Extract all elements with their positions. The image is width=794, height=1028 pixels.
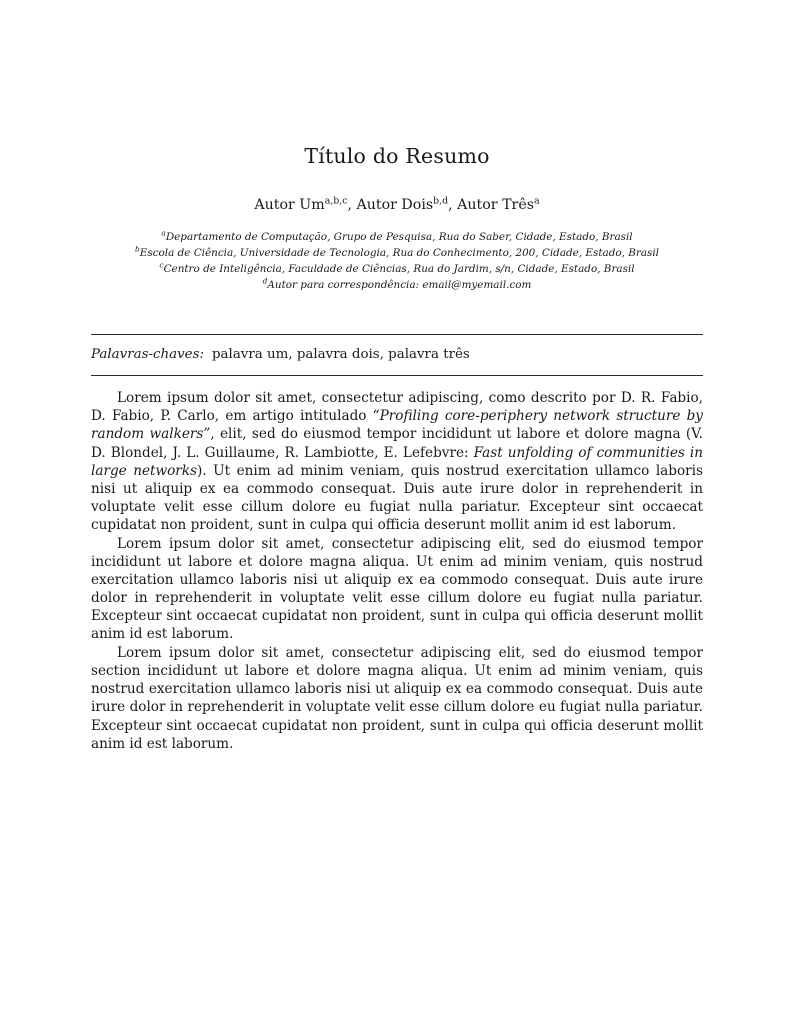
paragraph-text: ). Ut enim ad minim veniam, quis nostrud exercitation ullamco laboris nisi ut aliquip ex ea commodo consequat. Duis aute irure dolor in reprehenderit in voluptate velit esse cillum dolore eu fugiat nulla pariatur. Excepteur sint occaecat cupidatat non proident, sunt in culpa qui officia deserunt mollit anim id est laborum.: [91, 462, 703, 534]
author-affiliation-marker: a,b,c: [324, 194, 348, 206]
affiliation-marker: b: [135, 244, 140, 254]
affiliation-marker: d: [262, 276, 268, 286]
paragraph-text: Lorem ipsum dolor sit amet, consectetur adipiscing, como descrito por D. R. Fabio, D. Fabio, P. Carlo, em artigo intitulado: [91, 390, 703, 425]
affiliation-text: Departamento de Computação, Grupo de Pesquisa, Rua do Saber, Cidade, Estado, Brasil: [165, 231, 633, 244]
author-affiliation-marker: a: [534, 194, 540, 206]
keywords-block: [91, 334, 703, 376]
abstract-paragraph: Lorem ipsum dolor sit amet, consectetur adipiscing elit, sed do eiusmod tempor section incididunt ut labore et dolore magna aliqua. Ut enim ad minim veniam, quis nostrud exercitation ullamco laboris nisi ut aliquip ex ea commodo consequat. Duis aute irure dolor in reprehenderit in voluptate velit esse cillum dolore eu fugiat nulla pariatur. Excepteur sint occaecat cupidatat non proident, sunt in culpa qui officia deserunt mollit anim id est laborum.: [91, 645, 703, 752]
abstract-body: [91, 376, 703, 753]
author-separator: ,: [347, 196, 357, 213]
affiliation-text: Escola de Ciência, Universidade de Tecnologia, Rua do Conhecimento, 200, Cidade, Estado, Brasil: [139, 246, 659, 259]
affiliation-list: [91, 214, 703, 293]
corresponding-author-text: Autor para correspondência: email@myemail.com: [267, 278, 532, 291]
page-content: [91, 0, 703, 753]
affiliation-marker: c: [159, 260, 164, 270]
abstract-paragraph: [91, 389, 703, 534]
author-list: [91, 170, 703, 214]
author-entry: [356, 194, 449, 213]
cited-title: “Profiling core-periphery network structure by random walkers”: [91, 408, 703, 443]
page-title: Título do Resumo: [304, 144, 490, 168]
corresponding-author-item: [91, 278, 703, 294]
author-name: Autor Dois: [356, 196, 434, 213]
author-entry: [457, 194, 540, 213]
affiliation-marker: a: [161, 228, 166, 238]
keywords-line: [91, 335, 703, 375]
affiliation-item: [91, 246, 703, 262]
affiliation-item: [91, 262, 703, 278]
author-name: Autor Três: [457, 196, 535, 213]
author-affiliation-marker: b,d: [433, 194, 449, 206]
author-separator: ,: [448, 196, 458, 213]
keywords-values: palavra um, palavra dois, palavra três: [211, 347, 470, 363]
paragraph-text: , elit, sed do eiusmod tempor incididunt ut labore et dolore magna (V. D. Blondel, J. L. Guillaume, R. Lambiotte, E. Lefebvre:: [91, 426, 703, 461]
affiliation-text: Centro de Inteligência, Faculdade de Ciências, Rua do Jardim, s/n, Cidade, Estado, Brasil: [163, 262, 635, 275]
author-entry: [254, 194, 348, 213]
affiliation-item: [91, 230, 703, 246]
abstract-paragraph: Lorem ipsum dolor sit amet, consectetur adipiscing elit, sed do eiusmod tempor incididunt ut labore et dolore magna aliqua. Ut enim ad minim veniam, quis nostrud exercitation ullamco laboris nisi ut aliquip ex ea commodo consequat. Duis aute irure dolor in reprehenderit in voluptate velit esse cillum dolore eu fugiat nulla pariatur. Excepteur sint occaecat cupidatat non proident, sunt in culpa qui officia deserunt mollit anim id est laborum.: [91, 535, 703, 643]
keywords-label: Palavras-chaves:: [91, 347, 204, 363]
cited-title: Fast unfolding of communities in large networks: [91, 444, 703, 479]
author-name: Autor Um: [254, 196, 325, 213]
